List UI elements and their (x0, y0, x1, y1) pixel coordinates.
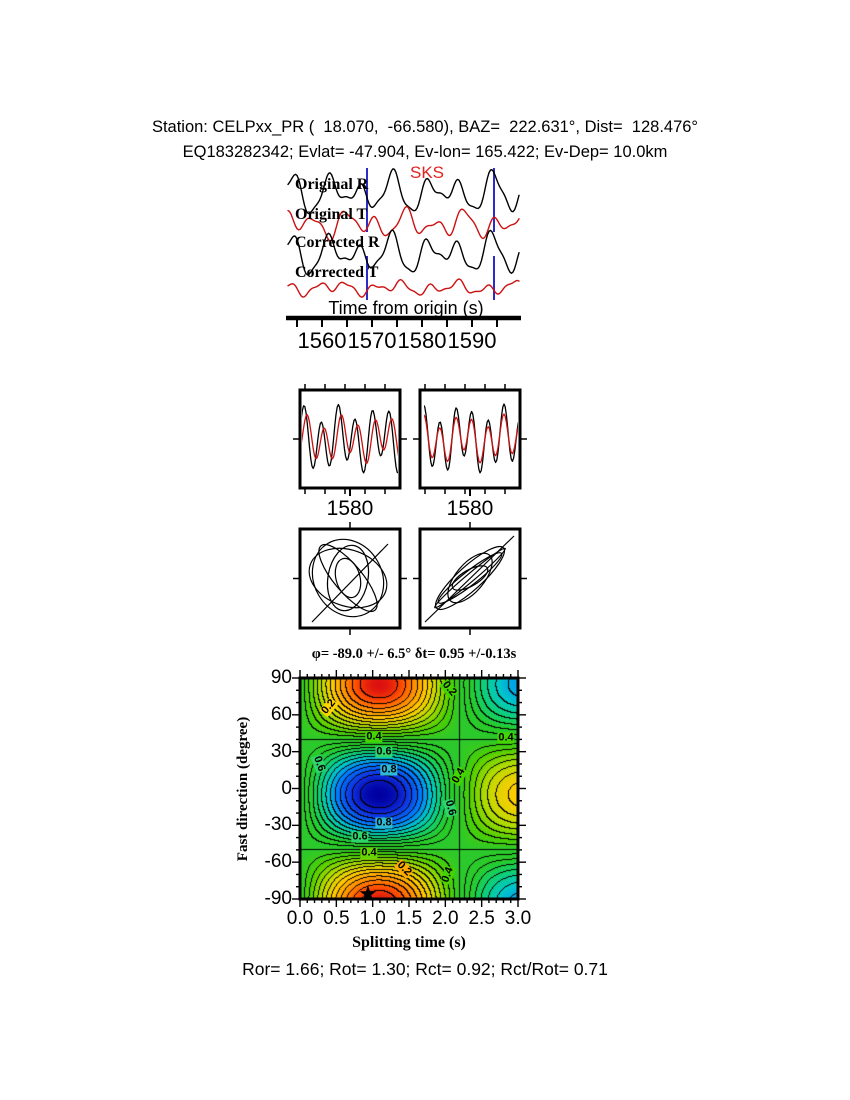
contour-value-label: 0.2 (439, 678, 459, 699)
contour-value-label: 0.6 (442, 798, 459, 817)
contour-xtick-label: 0.5 (323, 908, 350, 929)
time-axis-tick-label: 1570 (347, 328, 397, 353)
trace-label-corrected-r: Corrected R (295, 234, 380, 251)
phase-label: SKS (410, 163, 445, 182)
contour-value-label: 0.2 (319, 696, 339, 717)
best-solution-star-icon: ★ (358, 880, 378, 906)
contour-value-label: 0.6 (376, 745, 392, 758)
contour-ytick-label: 90 (270, 667, 292, 688)
contour-xtick-label: 2.0 (432, 908, 459, 929)
contour-ytick-label: 60 (270, 703, 292, 725)
contour-ylabel: Fast direction (degree) (234, 716, 251, 862)
trace-label-original-t: Original T (295, 206, 368, 223)
time-axis-tick-label: 1580 (397, 328, 447, 353)
contour-value-label: 0.4 (439, 865, 456, 885)
trace-label-original-r: Original R (295, 176, 369, 193)
contour-value-label: 0.2 (394, 858, 415, 879)
quality-footer: Ror= 1.66; Rot= 1.30; Rct= 0.92; Rct/Rot= 0.71 (242, 959, 608, 979)
contour-xtick-label: 0.0 (286, 908, 314, 929)
contour-value-label: 0.8 (376, 816, 392, 829)
contour-ytick-label: 30 (270, 740, 292, 762)
contour-xtick-label: 1.0 (359, 908, 386, 929)
station-header-line: Station: CELPxx_PR ( 18.070, -66.580), BAZ= 222.631°, Dist= 128.476° (151, 118, 699, 136)
contour-xtick-label: 1.5 (395, 908, 423, 929)
contour-value-label: 0.4 (449, 766, 468, 786)
wave-panel-left-tick-label: 1580 (326, 497, 374, 520)
wave-panel-right-tick-label: 1580 (446, 497, 494, 520)
contour-ytick-label: 0 (281, 777, 292, 799)
contour-value-label: 0.4 (366, 730, 382, 743)
event-header-line: EQ183282342; Evlat= -47.904, Ev-lon= 165.422; Ev-Dep= 10.0km (182, 143, 668, 161)
time-axis-tick-label: 1560 (297, 328, 347, 353)
contour-xtick-label: 2.5 (468, 908, 495, 929)
contour-value-label: 0.4 (498, 731, 514, 744)
contour-value-label: 0.4 (361, 846, 377, 859)
contour-value-label: 0.6 (352, 830, 368, 843)
time-axis-label: Time from origin (s) (328, 298, 484, 318)
contour-xlabel: Splitting time (s) (352, 934, 466, 951)
contour-value-label: 0.6 (311, 754, 328, 774)
contour-title: φ= -89.0 +/- 6.5° δt= 0.95 +/-0.13s (311, 646, 517, 662)
contour-ytick-label: -90 (264, 888, 292, 909)
contour-xtick-label: 3.0 (504, 908, 532, 929)
contour-ytick-label: -60 (264, 851, 292, 873)
trace-label-corrected-t: Corrected T (295, 264, 379, 281)
time-axis-tick-label: 1590 (447, 328, 497, 353)
contour-value-label: 0.8 (381, 763, 397, 776)
contour-ytick-label: -30 (264, 814, 292, 836)
